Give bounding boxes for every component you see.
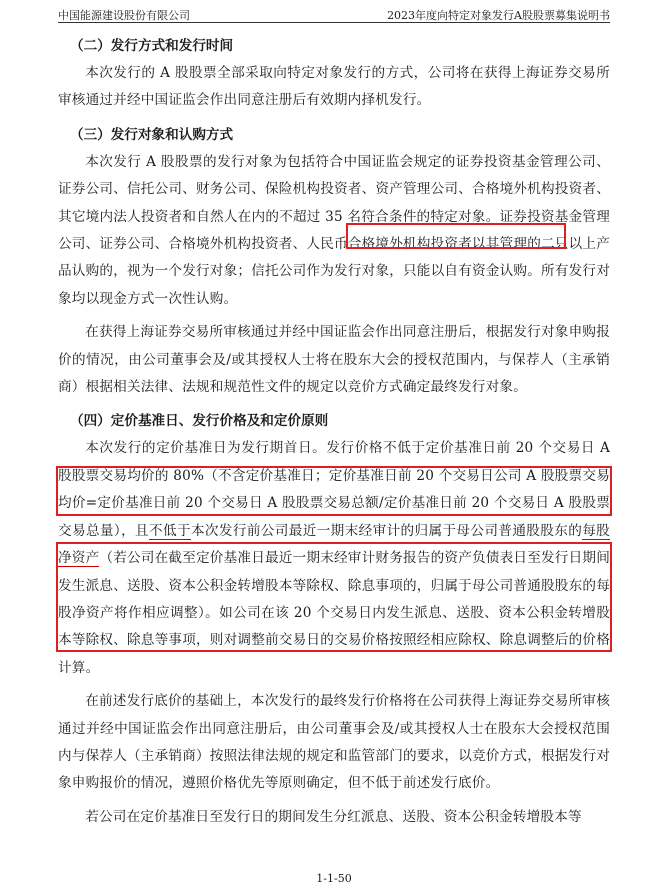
header-company: 中国能源建设股份有限公司 — [58, 9, 190, 22]
underlined-net-asset-per-share: 每股净资产 — [58, 522, 610, 567]
pricing-text-b: 本次发行前公司最近一期末经审计的归属于母公司普通股股东的 — [190, 522, 583, 539]
section-3-paragraph-2: 在获得上海证券交易所审核通过并经中国证监会作出同意注册后，根据发行对象申购报价的情况，由公司董事会及/或其授权人士将在股东大会的授权范围内，与保荐人（主承销商）根据相关法律、法规和规范性文件的规定以竞价方式确定最终发行对象。 — [58, 324, 610, 396]
section-2-paragraph: 本次发行的 A 股股票全部采取向特定对象发行的方式，公司将在获得上海证券交易所审核通过并经中国证监会作出同意注册后有效期内择机发行。 — [58, 65, 610, 109]
pricing-text-c: （若公司在截至定价基准日最近一期末经审计财务报告的资产负债表日至发行日期间发生派息、送股、资本公积金转增股本等除权、除息事项的，归属于母公司普通股股东的每股净资产将作相应调整）。如公司在该 20 个交易日内发生派息、送股、资本公积金转增股本等除权、除息等事项，则对调整前交易日的交易价格按照经相应除权、除息调整后的价格计算。 — [58, 550, 610, 676]
section-2-title: （二）发行方式和发行时间 — [70, 38, 234, 54]
section-4-paragraph-2: 在前述发行底价的基础上，本次发行的最终发行价格将在公司获得上海证券交易所审核通过并经中国证监会作出同意注册后，由公司董事会及/或其授权人士在股东大会授权范围内与保荐人（主承销商）按照法律法规的规定和监管部门的要求，以竞价方式，根据发行对象申购报价的情况，遵照价格优先等原则确定，但不低于前述发行底价。 — [58, 693, 610, 792]
underlined-not-lower-than: 不低于 — [149, 522, 191, 539]
section-4-paragraph-3: 若公司在定价基准日至发行日的期间发生分红派息、送股、资本公积金转增股本等 — [85, 808, 582, 825]
page-header — [58, 6, 610, 23]
page-number: 1-1-50 — [316, 872, 352, 885]
highlight-box-net-asset — [56, 542, 612, 652]
highlight-box-price-floor — [56, 466, 612, 516]
document-body — [58, 32, 610, 831]
section-3-paragraph-1: 本次发行 A 股股票的发行对象为包括符合中国证监会规定的证券投资基金管理公司、证券公司、信托公司、财务公司、保险机构投资者、资产管理公司、合格境外机构投资者、其它境内法人投资者和自然人在内的不超过 35 名符合条件的特定对象。证券投资基金管理公司、证券公司、合格境外机构投资者、人民币合格境外机构投资者以其管理的二只以上产品认购的，视为一个发行对象；信托公司作为发行对象，只能以自有资金认购。所有发行对象均以现金方式一次性认购。 — [58, 153, 610, 307]
highlight-box-35-investors — [346, 223, 566, 249]
pricing-text-a: 本次发行的定价基准日为发行期首日。发行价格不低于定价基准日前 20 个交易日 A 股股票交易均价的 80%（不含定价基准日；定价基准日前 20 个交易日公司 A 股股票交易均价=定价基准日前 20 个交易日 A 股股票交易总额/定价基准日前 20 个交易日 A 股股票交易总量），且 — [58, 440, 610, 539]
header-doc-title: 2023年度向特定对象发行A股股票募集说明书 — [387, 9, 610, 22]
section-4-title: （四）定价基准日、发行价格及和定价原则 — [70, 413, 329, 430]
section-3-title: （三）发行对象和认购方式 — [70, 126, 234, 143]
